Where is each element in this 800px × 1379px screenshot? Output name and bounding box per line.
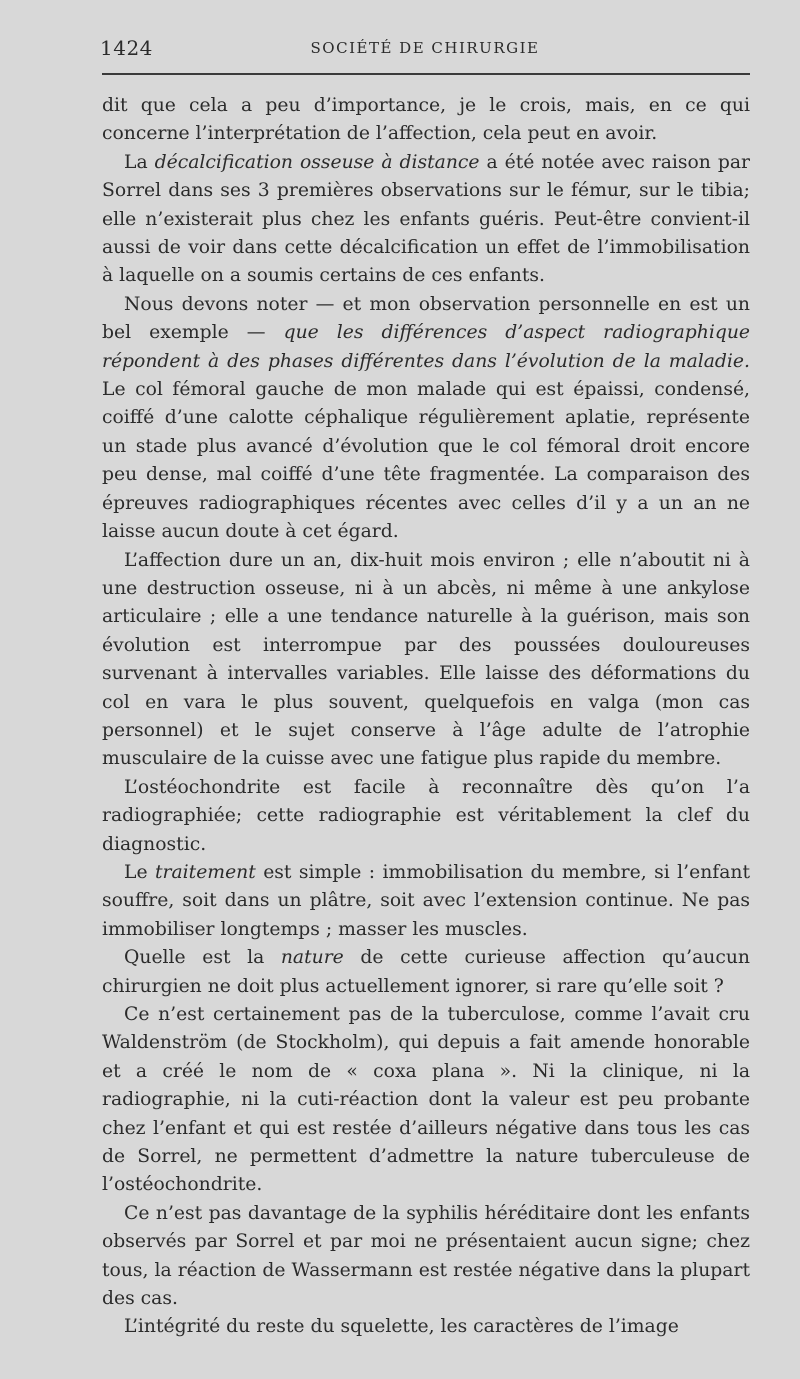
paragraph (102, 859, 750, 944)
paragraph (102, 291, 750, 547)
italic-text-run: nature (280, 947, 344, 969)
paragraph (102, 944, 750, 1001)
text-run: Le col fémoral gauche de mon malade qui est épaissi, condensé, coiffé d’une calotte céphalique régulièrement aplatie, représente un stade plus avancé d’évolution que le col fémoral droit encore peu dense, mal coiffé d’une tête fragmentée. La comparaison des épreuves radiographiques récentes avec celles d’il y a un an ne laisse aucun doute à cet égard. (102, 379, 750, 543)
paragraph (102, 92, 750, 149)
text-run: L’affection dure un an, dix-huit mois environ ; elle n’aboutit ni à une destruction osseuse, ni à un abcès, ni même à une ankylose articulaire ; elle a une tendance naturelle à la guérison, mais son évolution est interrompue par des poussées douloureuses survenant à intervalles variables. Elle laisse des déformations du col en vara le plus souvent, quelquefois en valga (mon cas personnel) et le sujet conserve à l’âge adulte de l’atrophie musculaire de la cuisse avec une fatigue plus rapide du membre. (102, 549, 750, 770)
text-run: Ce n’est certainement pas de la tuberculose, comme l’avait cru Waldenström (de Stockholm), qui depuis a fait amende honorable et a créé le nom de « coxa plana ». Ni la clinique, ni la radiographie, ni la cuti-réaction dont la valeur est peu probante chez l’enfant et qui est restée d’ailleurs négative dans tous les cas de Sorrel, ne permettent d’admettre la nature tuberculeuse de l’ostéochondrite. (102, 1004, 750, 1196)
text-run: L’ostéochondrite est facile à reconnaître dès qu’on l’a radiographiée; cette radiographie est véritablement la clef du diagnostic. (102, 776, 750, 855)
body-text (102, 92, 750, 1342)
paragraph (102, 1001, 750, 1200)
paragraph (102, 1200, 750, 1314)
text-run: dit que cela a peu d’importance, je le crois, mais, en ce qui concerne l’interprétation de l’affection, cela peut en avoir. (102, 95, 750, 145)
text-run: est simple : immobilisation du membre, si l’enfant souffre, soit dans un plâtre, soit avec l’extension continue. Ne pas immobiliser longtemps ; masser les muscles. (102, 861, 750, 940)
text-run: La (124, 151, 155, 173)
text-run: a été notée avec raison par Sorrel dans ses 3 premières observations sur le fémur, sur le tibia; elle n’existerait plus chez les enfants guéris. Peut-être convient-il aussi de voir dans cette décalcification un effet de l’immobilisation à laquelle on a soumis certains de ces enfants. (102, 151, 750, 287)
text-run: Nous devons noter — et mon observation personnelle en est un bel exemple — (102, 293, 750, 344)
page-number: 1424 (100, 36, 153, 60)
italic-text-run: que les différences d’aspect radiographique répondent à des phases différentes dans l’évolution de la maladie. (102, 322, 750, 372)
paragraph (102, 547, 750, 774)
text-run: L’intégrité du reste du squelette, les caractères de l’image (124, 1316, 679, 1338)
italic-text-run: décalcification osseuse à distance (154, 151, 480, 173)
running-title: SOCIÉTÉ DE CHIRURGIE (310, 39, 540, 57)
header-rule (102, 73, 750, 75)
text-run: Le (124, 861, 155, 883)
text-run: Ce n’est pas davantage de la syphilis héréditaire dont les enfants observés par Sorrel et par moi ne présentaient aucun signe; chez tous, la réaction de Wassermann est restée négative dans la plupart des cas. (102, 1202, 750, 1310)
paragraph (102, 1313, 750, 1341)
text-run: de cette curieuse affection qu’aucun chirurgien ne doit plus actuellement ignorer, si rare qu’elle soit ? (102, 947, 750, 997)
text-run: Quelle est la (124, 947, 281, 969)
page-header (100, 36, 750, 66)
paragraph (102, 149, 750, 291)
paragraph (102, 774, 750, 859)
italic-text-run: traitement (154, 861, 256, 883)
